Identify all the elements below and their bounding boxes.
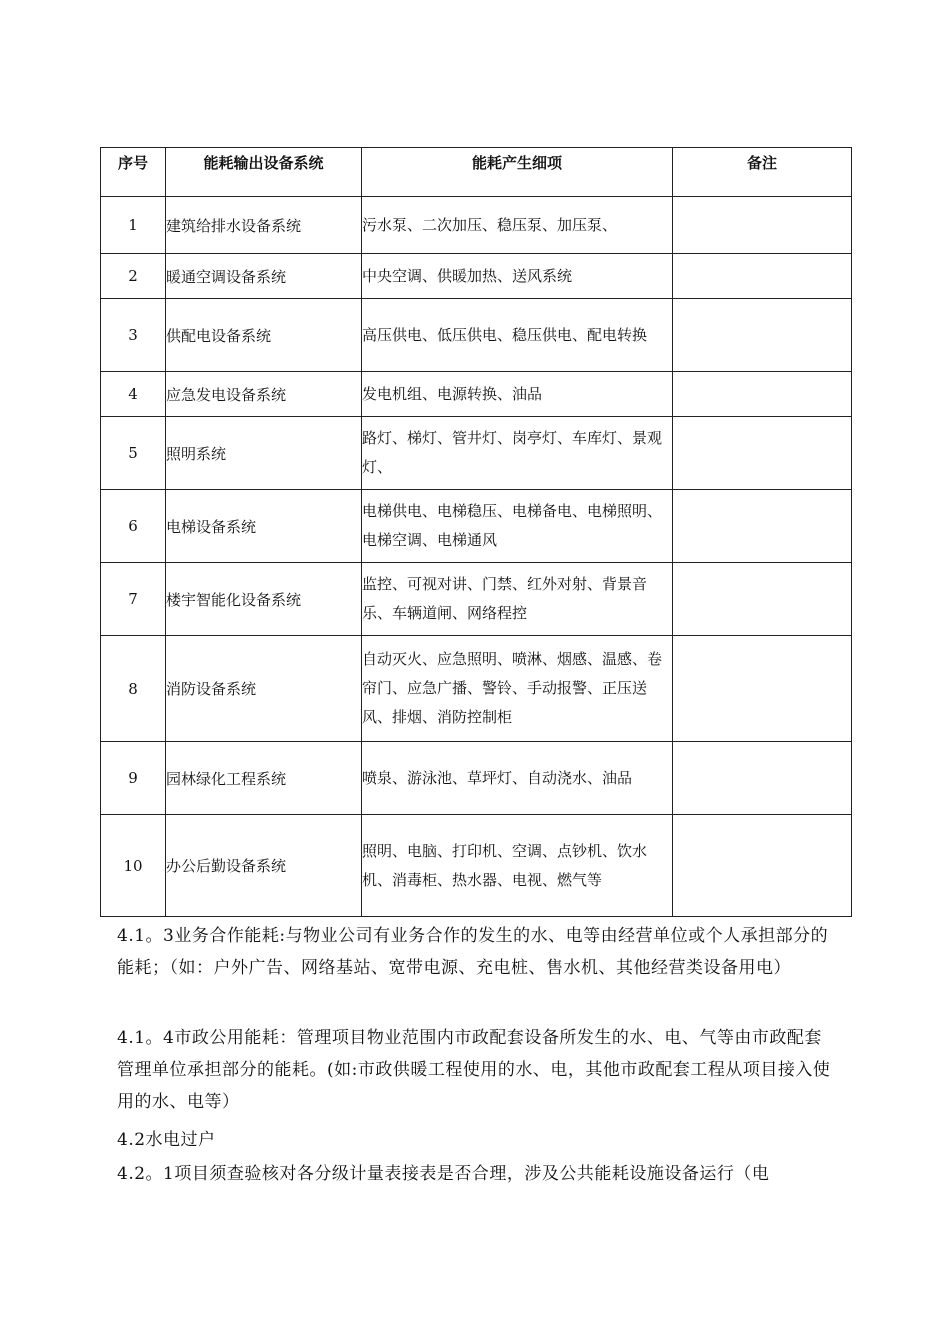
table-row (101, 197, 852, 254)
row-detail (362, 815, 673, 917)
row-detail-text: 中央空调、供暖加热、送风系统 (362, 266, 573, 285)
row-detail (362, 742, 673, 815)
row-num: 9 (101, 742, 166, 815)
row-detail (362, 299, 673, 372)
table-row (101, 490, 852, 563)
row-detail (362, 372, 673, 417)
row-detail-text: 电梯供电、电梯稳压、电梯备电、电梯照明、电梯空调、电梯通风 (362, 502, 663, 549)
row-num: 3 (101, 299, 166, 372)
paragraph-4-1-4 (117, 1022, 837, 1118)
row-detail-text: 路灯、梯灯、管井灯、岗亭灯、车库灯、景观灯、 (362, 429, 663, 476)
row-system: 电梯设备系统 (166, 490, 362, 563)
row-detail-text: 高压供电、低压供电、稳压供电、配电转换 (362, 325, 648, 344)
table-row (101, 417, 852, 490)
section-heading-4-2 (117, 1124, 837, 1156)
header-seq: 序号 (101, 148, 166, 197)
table-row (101, 254, 852, 299)
table-row (101, 636, 852, 742)
row-note (673, 490, 852, 563)
row-detail-text: 喷泉、游泳池、草坪灯、自动浇水、油品 (362, 768, 633, 787)
row-system: 办公后勤设备系统 (166, 815, 362, 917)
row-detail-text: 污水泵、二次加压、稳压泵、加压泵、 (362, 215, 618, 234)
row-note (673, 197, 852, 254)
row-note (673, 417, 852, 490)
row-detail (362, 417, 673, 490)
row-note (673, 815, 852, 917)
table-row (101, 742, 852, 815)
row-num: 10 (101, 815, 166, 917)
energy-consumption-table (100, 147, 852, 917)
table-row (101, 815, 852, 917)
row-detail-text: 照明、电脑、打印机、空调、点钞机、饮水机、消毒柜、热水器、电视、燃气等 (362, 841, 648, 889)
paragraph-text: 4.1。3业务合作能耗:与物业公司有业务合作的发生的水、电等由经营单位或个人承担部分的能耗；（如：户外广告、网络基站、宽带电源、充电桩、售水机、其他经营类设备用电） (117, 926, 829, 978)
row-detail (362, 254, 673, 299)
row-system: 建筑给排水设备系统 (166, 197, 362, 254)
table-row (101, 563, 852, 636)
row-system: 照明系统 (166, 417, 362, 490)
header-note: 备注 (673, 148, 852, 197)
row-system: 消防设备系统 (166, 636, 362, 742)
row-system: 楼宇智能化设备系统 (166, 563, 362, 636)
row-note (673, 254, 852, 299)
table-header-row (101, 148, 852, 197)
row-detail (362, 636, 673, 742)
paragraph-text: 4.1。4市政公用能耗：管理项目物业范围内市政配套设备所发生的水、电、气等由市政配套管理单位承担部分的能耗。(如:市政供暖工程使用的水、电，其他市政配套工程从项目接入使用的水、电等） (117, 1028, 831, 1112)
row-note (673, 636, 852, 742)
row-note (673, 299, 852, 372)
row-num: 8 (101, 636, 166, 742)
row-note (673, 563, 852, 636)
row-num: 7 (101, 563, 166, 636)
row-note (673, 372, 852, 417)
row-note (673, 742, 852, 815)
row-detail (362, 490, 673, 563)
row-num: 4 (101, 372, 166, 417)
heading-text: 4.2水电过户 (117, 1130, 216, 1150)
row-system: 暖通空调设备系统 (166, 254, 362, 299)
row-detail-text: 监控、可视对讲、门禁、红外对射、背景音乐、车辆道闸、网络程控 (362, 575, 648, 622)
row-num: 5 (101, 417, 166, 490)
row-detail (362, 197, 673, 254)
paragraph-text: 4.2。1项目须查验核对各分级计量表接表是否合理，涉及公共能耗设施设备运行（电 (117, 1164, 770, 1184)
row-num: 2 (101, 254, 166, 299)
row-system: 园林绿化工程系统 (166, 742, 362, 815)
row-system: 供配电设备系统 (166, 299, 362, 372)
row-num: 6 (101, 490, 166, 563)
header-detail: 能耗产生细项 (362, 148, 673, 197)
row-detail-text: 发电机组、电源转换、油品 (362, 384, 543, 403)
table-row (101, 299, 852, 372)
row-system: 应急发电设备系统 (166, 372, 362, 417)
paragraph-4-2-1 (117, 1158, 837, 1190)
row-detail-text: 自动灭火、应急照明、喷淋、烟感、温感、卷帘门、应急广播、警铃、手动报警、正压送风、排烟、消防控制柜 (362, 650, 663, 726)
row-detail (362, 563, 673, 636)
paragraph-4-1-3 (117, 920, 837, 984)
row-num: 1 (101, 197, 166, 254)
header-system: 能耗输出设备系统 (166, 148, 362, 197)
table-row (101, 372, 852, 417)
